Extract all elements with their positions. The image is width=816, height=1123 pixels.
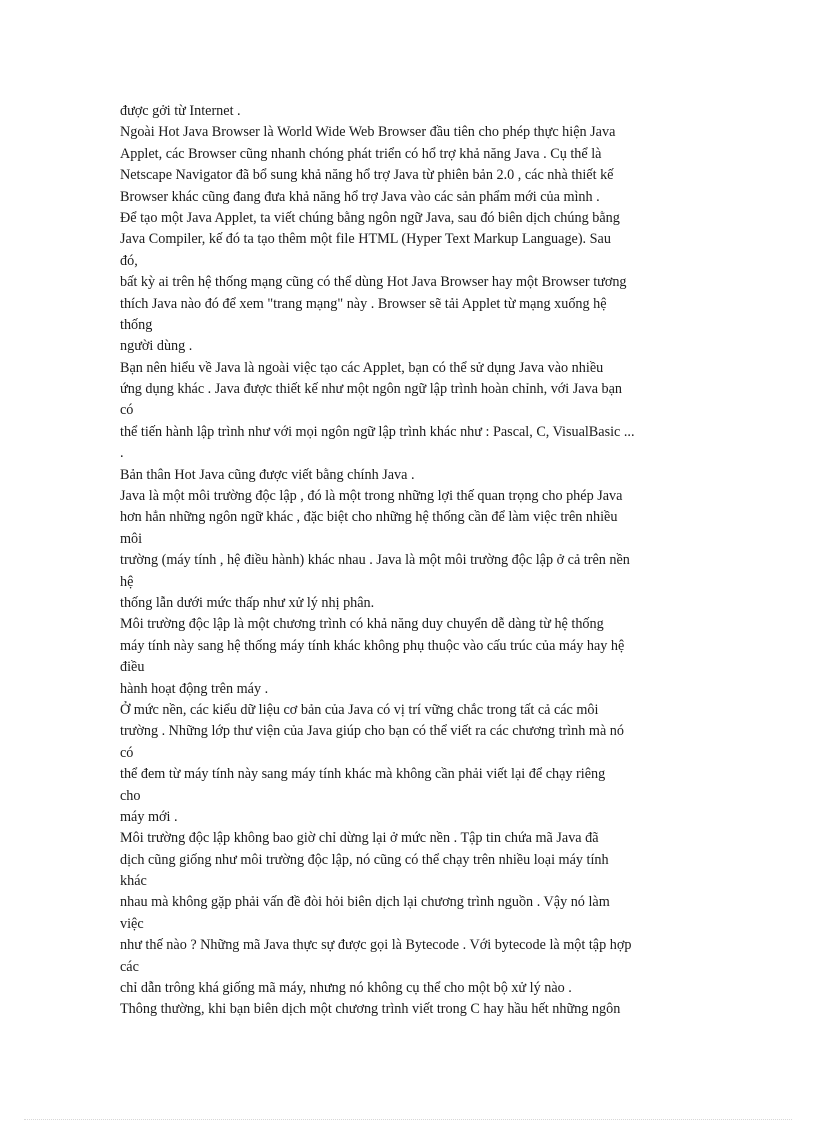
text-line: trường . Những lớp thư viện của Java giúp cho bạn có thể viết ra các chương trình mà nó xyxy=(120,723,624,740)
text-line: thể đem từ máy tính này sang máy tính khác mà không cần phải viết lại để chạy riêng xyxy=(120,766,606,783)
text-line: Netscape Navigator đã bổ sung khả năng hổ trợ Java từ phiên bản 2.0 , các nhà thiết kế xyxy=(120,167,614,184)
text-line: hành hoạt động trên máy . xyxy=(120,680,269,697)
text-line: bất kỳ ai trên hệ thống mạng cũng có thể dùng Hot Java Browser hay một Browser tương xyxy=(120,274,627,291)
text-line: được gởi từ Internet . xyxy=(120,103,241,119)
text-line: Bản thân Hot Java cũng được viết bằng chính Java . xyxy=(120,466,415,483)
text-line: nhau mà không gặp phải vấn đề đòi hỏi biên dịch lại chương trình nguồn . Vậy nó làm xyxy=(120,894,610,911)
text-line: có xyxy=(120,402,134,419)
text-line: Ngoài Hot Java Browser là World Wide Web Browser đầu tiên cho phép thực hiện Java xyxy=(120,124,616,141)
text-line: Applet, các Browser cũng nhanh chóng phát triển có hổ trợ khả năng Java . Cụ thể là xyxy=(120,145,602,162)
text-line: điều xyxy=(120,659,145,676)
text-line: trường (máy tính , hệ điều hành) khác nhau . Java là một môi trường độc lập ở cả trên nền xyxy=(120,552,630,569)
text-line: thống lẫn dưới mức thấp như xử lý nhị phân. xyxy=(120,594,375,611)
text-line: Môi trường độc lập không bao giờ chỉ dừng lại ở mức nền . Tập tin chứa mã Java đã xyxy=(120,830,599,847)
text-line: dịch cũng giống như môi trường độc lập, nó cũng có thể chạy trên nhiều loại máy tính xyxy=(120,851,609,868)
text-line: hơn hẳn những ngôn ngữ khác , đặc biệt cho những hệ thống cần để làm việc trên nhiều xyxy=(120,509,618,526)
text-line: có xyxy=(120,744,134,761)
text-line: như thế nào ? Những mã Java thực sự được gọi là Bytecode . Với bytecode là một tập hợp xyxy=(120,937,632,954)
page-bottom-divider xyxy=(24,1119,792,1120)
text-line: Môi trường độc lập là một chương trình có khả năng duy chuyển dễ dàng từ hệ thống xyxy=(120,616,604,633)
text-line: môi xyxy=(120,530,143,547)
text-line: cho xyxy=(120,787,141,804)
text-line: Java Compiler, kế đó ta tạo thêm một file HTML (Hyper Text Markup Language). Sau xyxy=(120,231,611,248)
text-line: máy mới . xyxy=(120,808,178,825)
text-line: Browser khác cũng đang đưa khả năng hổ trợ Java vào các sản phẩm mới của mình . xyxy=(120,188,600,205)
text-line: máy tính này sang hệ thống máy tính khác không phụ thuộc vào cấu trúc của máy hay hệ xyxy=(120,637,625,654)
body-text xyxy=(120,101,720,1021)
text-line: . xyxy=(120,445,124,462)
text-line: đó, xyxy=(120,252,138,269)
text-line: việc xyxy=(120,915,144,932)
text-line: khác xyxy=(120,873,147,890)
text-line: hệ xyxy=(120,573,134,590)
text-line: ứng dụng khác . Java được thiết kế như một ngôn ngữ lập trình hoàn chỉnh, với Java bạn xyxy=(120,381,623,398)
text-line: Để tạo một Java Applet, ta viết chúng bằng ngôn ngữ Java, sau đó biên dịch chúng bằng xyxy=(120,209,620,226)
text-line: chỉ dẫn trông khá giống mã máy, nhưng nó không cụ thể cho một bộ xử lý nào . xyxy=(120,980,572,997)
text-line: thích Java nào đó để xem "trang mạng" này . Browser sẽ tải Applet từ mạng xuống hệ xyxy=(120,295,607,312)
text-line: Java là một môi trường độc lập , đó là một trong những lợi thế quan trọng cho phép Java xyxy=(120,488,623,505)
text-line: Thông thường, khi bạn biên dịch một chương trình viết trong C hay hầu hết những ngôn xyxy=(120,1001,621,1018)
text-line: Bạn nên hiểu về Java là ngoài việc tạo các Applet, bạn có thể sử dụng Java vào nhiều xyxy=(120,359,604,376)
text-line: Ở mức nền, các kiểu dữ liệu cơ bản của Java có vị trí vững chắc trong tất cả các môi xyxy=(120,701,599,718)
text-line: thể tiến hành lập trình như với mọi ngôn ngữ lập trình khác như : Pascal, C, VisualBasic ... xyxy=(120,423,635,440)
text-line: các xyxy=(120,958,139,975)
text-line: người dùng . xyxy=(120,338,193,355)
text-line: thống xyxy=(120,316,153,333)
